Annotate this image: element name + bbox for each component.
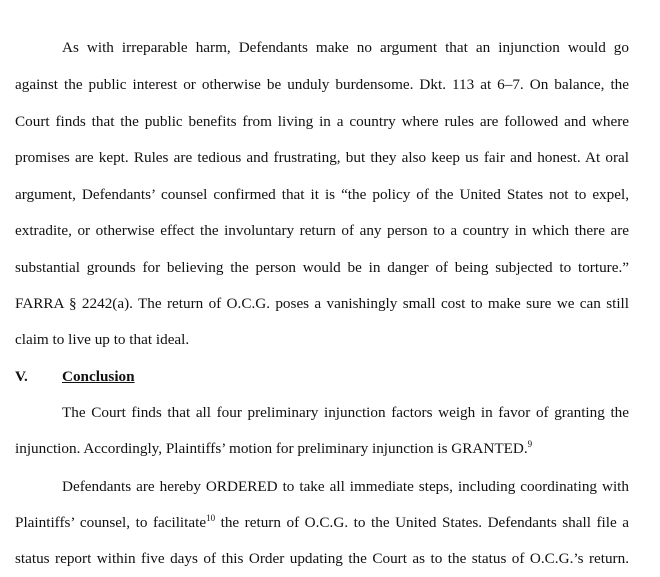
paragraph-1-line-2: against the public interest or otherwise be unduly burdensome. Dkt. 113 at 6–7. On balance, the bbox=[15, 76, 629, 93]
section-number: V. bbox=[15, 368, 28, 385]
paragraph-2-line-1: The Court finds that all four preliminary injunction factors weigh in favor of granting the bbox=[62, 404, 629, 421]
paragraph-1-line-9: claim to live up to that ideal. bbox=[15, 331, 190, 348]
paragraph-1-line-3: Court finds that the public benefits from living in a country where rules are followed and where bbox=[15, 113, 629, 130]
paragraph-1-line-7: substantial grounds for believing the person would be in danger of being subjected to torture.” bbox=[15, 259, 629, 276]
paragraph-3-line-1: Defendants are hereby ORDERED to take all immediate steps, including coordinating with bbox=[62, 478, 629, 495]
paragraph-1-line-1: As with irreparable harm, Defendants make no argument that an injunction would go bbox=[62, 39, 629, 56]
paragraph-1-line-8: FARRA § 2242(a). The return of O.C.G. poses a vanishingly small cost to make sure we can still bbox=[15, 295, 629, 312]
paragraph-1-line-5: argument, Defendants’ counsel confirmed that it is “the policy of the United States not to expel, bbox=[15, 186, 629, 203]
paragraph-3-line-3: status report within five days of this Order updating the Court as to the status of O.C.G.’s return. bbox=[15, 550, 629, 567]
paragraph-1-line-6: extradite, or otherwise effect the involuntary return of any person to a country in which there are bbox=[15, 222, 629, 239]
paragraph-3-line-2-before: Plaintiffs’ counsel, to facilitate bbox=[15, 514, 207, 531]
paragraph-1-line-4: promises are kept. Rules are tedious and frustrating, but they also keep us fair and honest. At oral bbox=[15, 149, 629, 166]
section-title: Conclusion bbox=[62, 368, 135, 385]
footnote-marker-9[interactable]: 9 bbox=[527, 439, 533, 449]
paragraph-3-line-2 bbox=[15, 513, 629, 533]
paragraph-2-line-2 bbox=[15, 439, 629, 459]
paragraph-2-line-2-text: injunction. Accordingly, Plaintiffs’ motion for preliminary injunction is GRANTED. bbox=[15, 440, 528, 457]
paragraph-3-line-2-after: the return of O.C.G. to the United States. Defendants shall file a bbox=[215, 514, 629, 531]
footnote-marker-10[interactable]: 10 bbox=[206, 513, 216, 523]
